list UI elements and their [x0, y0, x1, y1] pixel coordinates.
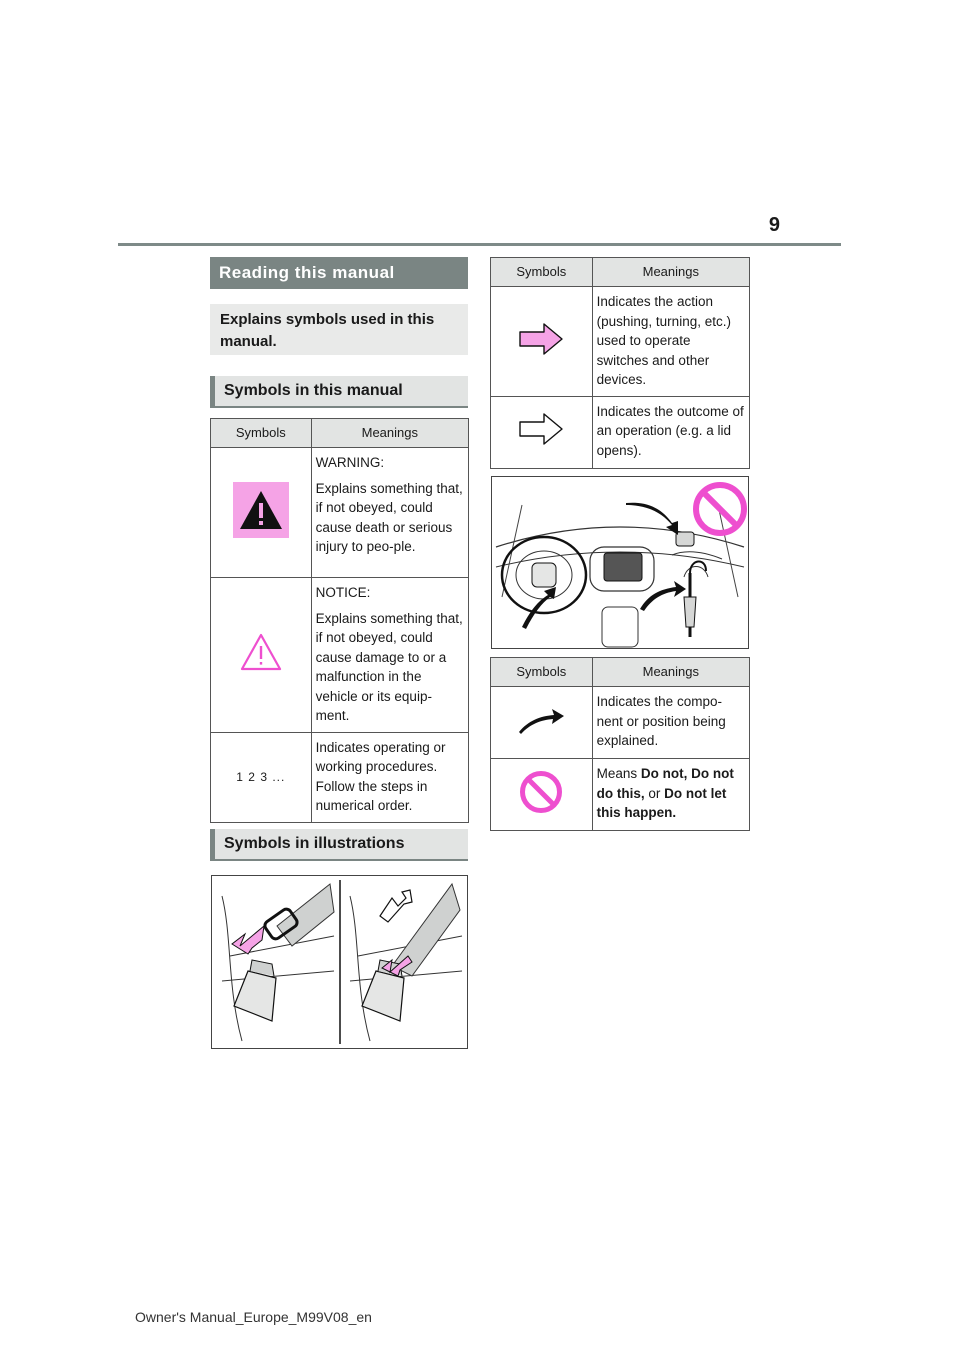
action-text: Indicates the action (pushing, turning, etc.) used to operate switches and other devices. [596, 294, 731, 387]
table-row [491, 759, 750, 831]
dashboard-illustration [491, 476, 749, 649]
table-row [211, 578, 469, 733]
table-row [491, 287, 750, 397]
steps-text: Indicates operating or working procedures. Follow the steps in numerical order. [315, 739, 446, 813]
warning-label: WARNING: [315, 455, 385, 470]
manual-symbols-table [210, 418, 469, 823]
steps-symbol: 1 2 3 ... [236, 769, 286, 784]
table-row [211, 448, 469, 578]
warning-text: Explains something that, if not obeyed, could cause death or serious injury to peo-ple. [315, 480, 463, 554]
page-number: 9 [768, 214, 780, 236]
prohibit-mid: or [644, 785, 665, 801]
notice-text: Explains something that, if not obeyed, could cause damage to or a malfunction in the vehicle or its equip-ment. [315, 610, 463, 723]
footer-text: Owner's Manual_Europe_M99V08_en [135, 1309, 372, 1325]
notice-triangle-icon [239, 632, 283, 672]
table-row [211, 732, 469, 822]
intro-text: Explains symbols used in this manual. [210, 304, 468, 355]
outcome-text: Indicates the outcome of an operation (e.g. a lid opens). [596, 403, 744, 458]
notice-label: NOTICE: [315, 585, 371, 600]
component-text: Indicates the compo-nent or position being explained. [596, 694, 726, 748]
illustration-symbols-table [490, 657, 750, 831]
prohibit-bold-2: Do not let this happen. [596, 785, 727, 820]
prohibition-icon [518, 769, 564, 815]
col-symbols: Symbols [491, 658, 593, 687]
table-row [491, 396, 750, 468]
col-symbols: Symbols [491, 258, 593, 287]
header-rule [118, 243, 841, 246]
col-meanings: Meanings [592, 258, 749, 287]
action-symbols-table [490, 257, 750, 469]
action-arrow-icon [518, 322, 564, 356]
pointer-arrow-icon [516, 705, 566, 735]
prohibit-prefix: Means [596, 766, 641, 781]
prohibit-bold-1: Do not, Do not do this, [596, 766, 734, 801]
section-heading: Reading this manual [210, 257, 468, 289]
table-row [491, 687, 750, 759]
col-meanings: Meanings [592, 658, 749, 687]
col-symbols: Symbols [211, 419, 312, 448]
outcome-arrow-icon [518, 412, 564, 446]
symbols-in-illustrations-heading: Symbols in illustrations [210, 829, 468, 861]
seatbelt-illustration [211, 875, 468, 1049]
warning-triangle-icon [233, 482, 289, 538]
col-meanings: Meanings [311, 419, 468, 448]
symbols-in-manual-heading: Symbols in this manual [210, 376, 468, 408]
